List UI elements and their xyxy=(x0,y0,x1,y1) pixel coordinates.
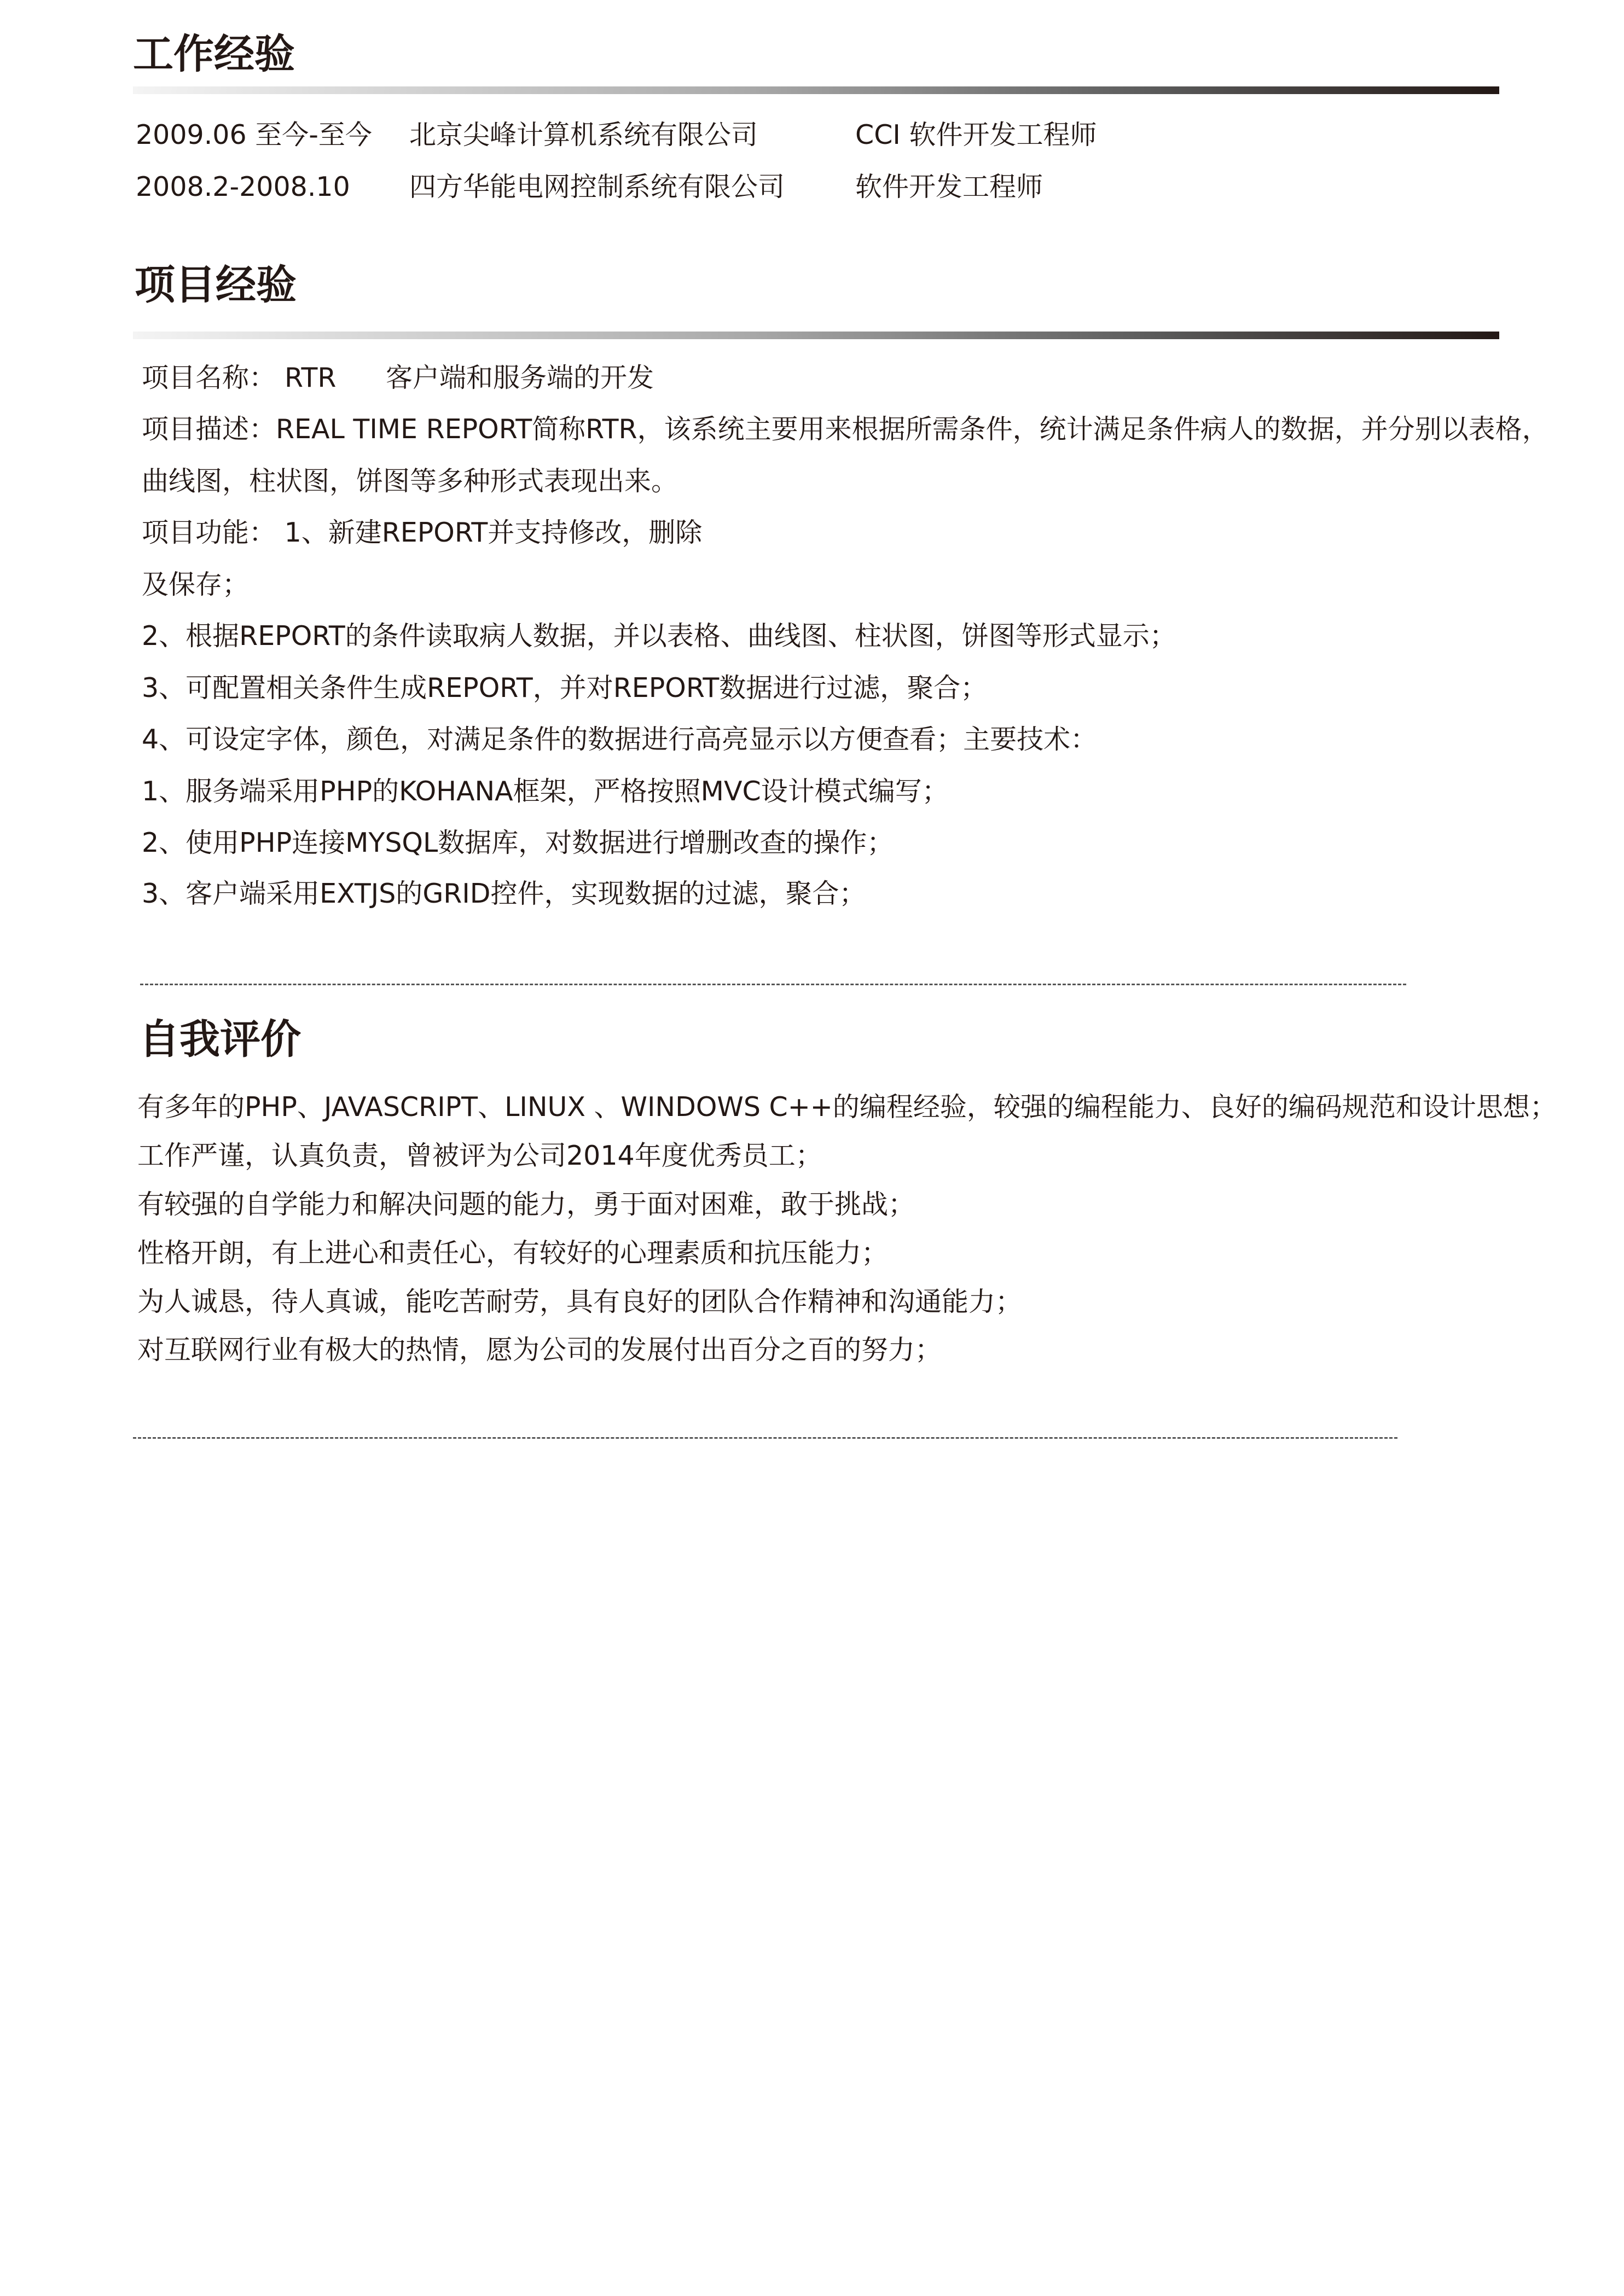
project-line: 及保存； xyxy=(142,569,250,600)
work-period: 2009.06 至今-至今 xyxy=(136,119,372,150)
section-title-work: 工作经验 xyxy=(133,31,295,78)
project-name-label: 项目名称： xyxy=(142,362,276,393)
project-line: 项目描述：REAL TIME REPORT简称RTR，该系统主要用来根据所需条件，统计满足条件病人的数据，并分别以表格， xyxy=(142,414,1549,445)
project-line: 4、可设定字体，颜色，对满足条件的数据进行高亮显示以方便查看；主要技术： xyxy=(142,724,1098,755)
self-evaluation-line: 为人诚恳，待人真诚，能吃苦耐劳，具有良好的团队合作精神和沟通能力； xyxy=(137,1286,1023,1317)
project-name: RTR xyxy=(285,362,337,393)
project-line: 1、服务端采用PHP的KOHANA框架，严格按照MVC设计模式编写； xyxy=(142,776,949,807)
project-line: 3、可配置相关条件生成REPORT，并对REPORT数据进行过滤，聚合； xyxy=(142,672,988,704)
section-divider-bar xyxy=(133,86,1499,94)
dashed-divider xyxy=(140,984,1406,985)
self-evaluation-line: 有多年的PHP、JAVASCRIPT、LINUX 、WINDOWS C++的编程经验，较强的编程能力、良好的编码规范和设计思想； xyxy=(137,1091,1557,1123)
self-evaluation-line: 工作严谨，认真负责，曾被评为公司2014年度优秀员工； xyxy=(137,1140,822,1171)
project-line: 2、使用PHP连接MYSQL数据库，对数据进行增删改查的操作； xyxy=(142,827,894,858)
project-name-desc: 客户端和服务端的开发 xyxy=(386,362,654,393)
section-title-self-evaluation: 自我评价 xyxy=(139,1016,301,1063)
work-position: CCI 软件开发工程师 xyxy=(855,119,1097,150)
project-line: 曲线图，柱状图，饼图等多种形式表现出来。 xyxy=(142,466,678,497)
project-line: 2、根据REPORT的条件读取病人数据，并以表格、曲线图、柱状图，饼图等形式显示； xyxy=(142,620,1176,652)
project-line: 3、客户端采用EXTJS的GRID控件，实现数据的过滤，聚合； xyxy=(142,878,866,909)
work-position: 软件开发工程师 xyxy=(855,171,1043,202)
work-period: 2008.2-2008.10 xyxy=(136,171,350,202)
self-evaluation-line: 对互联网行业有极大的热情，愿为公司的发展付出百分之百的努力； xyxy=(137,1334,942,1365)
self-evaluation-line: 有较强的自学能力和解决问题的能力，勇于面对困难，敢于挑战； xyxy=(137,1189,915,1220)
section-title-project: 项目经验 xyxy=(135,261,297,309)
project-line: 项目功能： 1、新建REPORT并支持修改，删除 xyxy=(142,517,703,548)
self-evaluation-line: 性格开朗，有上进心和责任心，有较好的心理素质和抗压能力； xyxy=(137,1237,889,1269)
dashed-divider xyxy=(133,1437,1397,1439)
work-company: 北京尖峰计算机系统有限公司 xyxy=(409,119,758,150)
section-divider-bar xyxy=(133,332,1499,339)
work-company: 四方华能电网控制系统有限公司 xyxy=(409,171,785,202)
